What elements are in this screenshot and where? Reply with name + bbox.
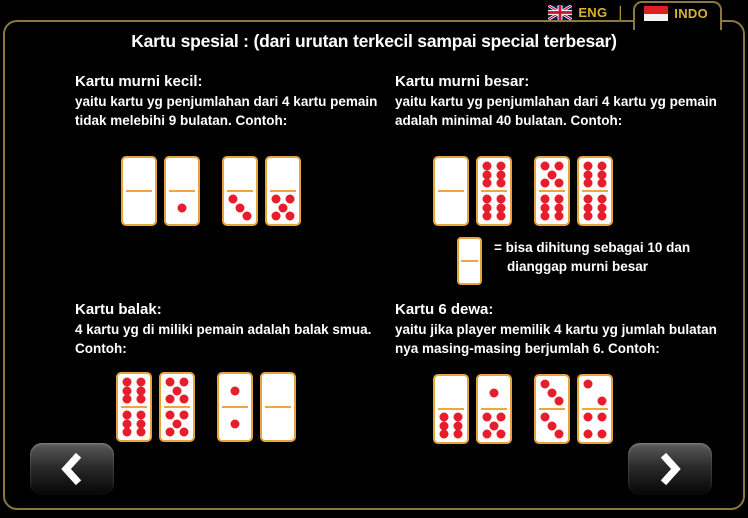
card-row	[116, 372, 385, 442]
section-kartu-murni-kecil	[75, 72, 385, 226]
language-divider: |	[618, 4, 623, 21]
pip	[548, 421, 557, 430]
card-pair	[217, 372, 296, 442]
pip	[482, 179, 491, 188]
pip	[165, 377, 174, 386]
pip	[583, 170, 592, 179]
domino-card-0-6	[433, 374, 469, 444]
pip	[555, 212, 564, 221]
pip	[178, 203, 187, 212]
card-half-0-pips	[459, 261, 480, 283]
pip	[583, 161, 592, 170]
pip	[180, 377, 189, 386]
card-half-0-pips	[267, 158, 299, 191]
indonesia-flag-icon	[644, 6, 668, 21]
pip	[598, 170, 607, 179]
section-kartu-6-dewa	[395, 300, 725, 444]
card-row	[433, 156, 725, 226]
card-half-5-pips	[267, 191, 299, 224]
card-half-5-pips	[478, 409, 510, 442]
pip	[439, 412, 448, 421]
pip	[482, 170, 491, 179]
pip	[165, 410, 174, 419]
description-line: 4 kartu yg di miliki pemain adalah balak smua.	[75, 322, 372, 337]
section-description	[395, 92, 725, 130]
domino-card-6-6	[476, 156, 512, 226]
pip	[173, 386, 182, 395]
pip	[583, 203, 592, 212]
pip	[583, 379, 592, 388]
pip	[137, 428, 146, 437]
pip	[454, 421, 463, 430]
domino-card-0-1	[164, 156, 200, 226]
card-half-3-pips	[536, 376, 568, 409]
pip	[540, 412, 549, 421]
card-half-3-pips	[536, 409, 568, 442]
pip	[490, 421, 499, 430]
card-half-6-pips	[579, 191, 611, 224]
domino-card-3-3	[534, 374, 570, 444]
domino-card-2-4	[577, 374, 613, 444]
card-half-6-pips	[536, 191, 568, 224]
card-half-6-pips	[478, 191, 510, 224]
domino-card-0-0	[121, 156, 157, 226]
section-description	[75, 92, 385, 130]
card-row	[121, 156, 385, 226]
card-row	[433, 374, 725, 444]
card-pair	[121, 156, 200, 226]
domino-card-5-5	[159, 372, 195, 442]
pip	[555, 161, 564, 170]
pip	[497, 194, 506, 203]
pip	[540, 179, 549, 188]
next-page-button[interactable]	[628, 443, 712, 495]
section-description	[395, 320, 725, 358]
section-heading: Kartu 6 dewa:	[395, 301, 494, 318]
pip	[173, 419, 182, 428]
note-row	[457, 237, 725, 285]
card-half-2-pips	[579, 376, 611, 409]
pip	[540, 161, 549, 170]
card-half-0-pips	[166, 158, 198, 191]
pip	[555, 194, 564, 203]
card-half-5-pips	[536, 158, 568, 191]
pip	[243, 212, 252, 221]
card-half-0-pips	[435, 158, 467, 191]
card-half-0-pips	[262, 374, 294, 407]
pip	[540, 212, 549, 221]
pip	[598, 397, 607, 406]
card-half-6-pips	[118, 374, 150, 407]
card-half-0-pips	[435, 191, 467, 224]
pip	[497, 412, 506, 421]
pip	[454, 430, 463, 439]
pip	[598, 203, 607, 212]
language-bar	[548, 1, 722, 30]
card-half-0-pips	[224, 158, 256, 191]
domino-card-6-6	[577, 156, 613, 226]
pip	[231, 419, 240, 428]
domino-card-0-3	[222, 156, 258, 226]
card-pair	[534, 374, 613, 444]
pip	[236, 203, 245, 212]
pip	[122, 395, 131, 404]
pip	[598, 212, 607, 221]
pip	[122, 386, 131, 395]
card-half-0-pips	[459, 239, 480, 261]
pip	[122, 377, 131, 386]
domino-card-0-0	[433, 156, 469, 226]
pip	[497, 161, 506, 170]
language-indo-tab[interactable]	[633, 1, 722, 30]
prev-page-button[interactable]	[30, 443, 114, 495]
pip	[137, 377, 146, 386]
description-line: yaitu kartu yg penjumlahan dari 4 kartu pemain	[75, 94, 378, 109]
pip	[598, 179, 607, 188]
pip	[583, 430, 592, 439]
pip	[555, 397, 564, 406]
card-half-5-pips	[161, 407, 193, 440]
note-text	[494, 237, 690, 276]
domino-card-1-1	[217, 372, 253, 442]
note-card-slot	[457, 237, 482, 285]
pip	[482, 212, 491, 221]
description-line: nya masing-masing berjumlah 6. Contoh:	[395, 341, 660, 356]
card-half-0-pips	[123, 191, 155, 224]
language-indo-label: INDO	[674, 6, 708, 21]
domino-card-1-5	[476, 374, 512, 444]
card-half-6-pips	[435, 409, 467, 442]
section-kartu-balak	[75, 300, 385, 442]
pip	[439, 421, 448, 430]
pip	[548, 170, 557, 179]
card-pair	[433, 374, 512, 444]
pip	[540, 379, 549, 388]
pip	[279, 203, 288, 212]
pip	[180, 395, 189, 404]
pip	[137, 410, 146, 419]
pip	[583, 179, 592, 188]
pip	[180, 410, 189, 419]
pip	[555, 430, 564, 439]
pip	[598, 161, 607, 170]
pip	[482, 194, 491, 203]
pip	[482, 161, 491, 170]
note-line: dianggap murni besar	[507, 259, 649, 274]
pip	[490, 388, 499, 397]
pip	[598, 194, 607, 203]
card-half-6-pips	[478, 158, 510, 191]
pip	[271, 212, 280, 221]
card-pair	[222, 156, 301, 226]
section-heading: Kartu balak:	[75, 301, 162, 318]
card-half-6-pips	[118, 407, 150, 440]
domino-card-0-0	[260, 372, 296, 442]
pip	[583, 194, 592, 203]
pip	[540, 194, 549, 203]
pip	[122, 419, 131, 428]
card-pair	[433, 156, 512, 226]
domino-card-0-5	[265, 156, 301, 226]
card-half-4-pips	[579, 409, 611, 442]
pip	[555, 203, 564, 212]
pip	[497, 179, 506, 188]
description-line: Contoh:	[75, 341, 127, 356]
pip	[137, 386, 146, 395]
pip	[165, 395, 174, 404]
section-heading: Kartu murni besar:	[395, 73, 530, 90]
domino-card-6-6	[116, 372, 152, 442]
pip	[286, 212, 295, 221]
card-half-5-pips	[161, 374, 193, 407]
description-line: yaitu kartu yg penjumlahan dari 4 kartu yg pemain	[395, 94, 717, 109]
pip	[137, 419, 146, 428]
page-title: Kartu spesial : (dari urutan terkecil sampai special terbesar)	[131, 31, 617, 51]
pip	[454, 412, 463, 421]
pip	[122, 428, 131, 437]
card-half-1-pips	[478, 376, 510, 409]
pip	[122, 410, 131, 419]
pip	[598, 430, 607, 439]
domino-card-0-0	[457, 237, 482, 285]
pip	[137, 395, 146, 404]
card-half-1-pips	[219, 407, 251, 440]
pip	[439, 430, 448, 439]
description-line: tidak melebihi 9 bulatan. Contoh:	[75, 113, 288, 128]
pip	[482, 203, 491, 212]
pip	[228, 194, 237, 203]
pip	[497, 430, 506, 439]
pip	[497, 203, 506, 212]
pip	[497, 170, 506, 179]
pip	[555, 179, 564, 188]
note-line: = bisa dihitung sebagai 10 dan	[494, 240, 691, 255]
language-eng-button[interactable]	[548, 1, 607, 20]
pip	[271, 194, 280, 203]
pip	[286, 194, 295, 203]
section-description	[75, 320, 385, 358]
card-half-0-pips	[123, 158, 155, 191]
pip	[598, 412, 607, 421]
uk-flag-icon	[548, 5, 572, 20]
domino-card-5-6	[534, 156, 570, 226]
card-half-3-pips	[224, 191, 256, 224]
card-half-0-pips	[262, 407, 294, 440]
pip	[583, 212, 592, 221]
card-half-1-pips	[166, 191, 198, 224]
description-line: adalah minimal 40 bulatan. Contoh:	[395, 113, 623, 128]
language-eng-label: ENG	[578, 5, 608, 20]
pip	[548, 388, 557, 397]
card-half-1-pips	[219, 374, 251, 407]
section-heading: Kartu murni kecil:	[75, 73, 203, 90]
pip	[497, 212, 506, 221]
pip	[482, 430, 491, 439]
section-kartu-murni-besar	[395, 72, 725, 285]
description-line: yaitu jika player memilik 4 kartu yg jumlah bulatan	[395, 322, 717, 337]
chevron-right-icon	[655, 452, 685, 486]
card-pair	[534, 156, 613, 226]
card-half-0-pips	[435, 376, 467, 409]
card-half-6-pips	[579, 158, 611, 191]
pip	[540, 203, 549, 212]
pip	[231, 386, 240, 395]
pip	[165, 428, 174, 437]
pip	[482, 412, 491, 421]
pip	[180, 428, 189, 437]
card-pair	[116, 372, 195, 442]
pip	[583, 412, 592, 421]
chevron-left-icon	[57, 452, 87, 486]
